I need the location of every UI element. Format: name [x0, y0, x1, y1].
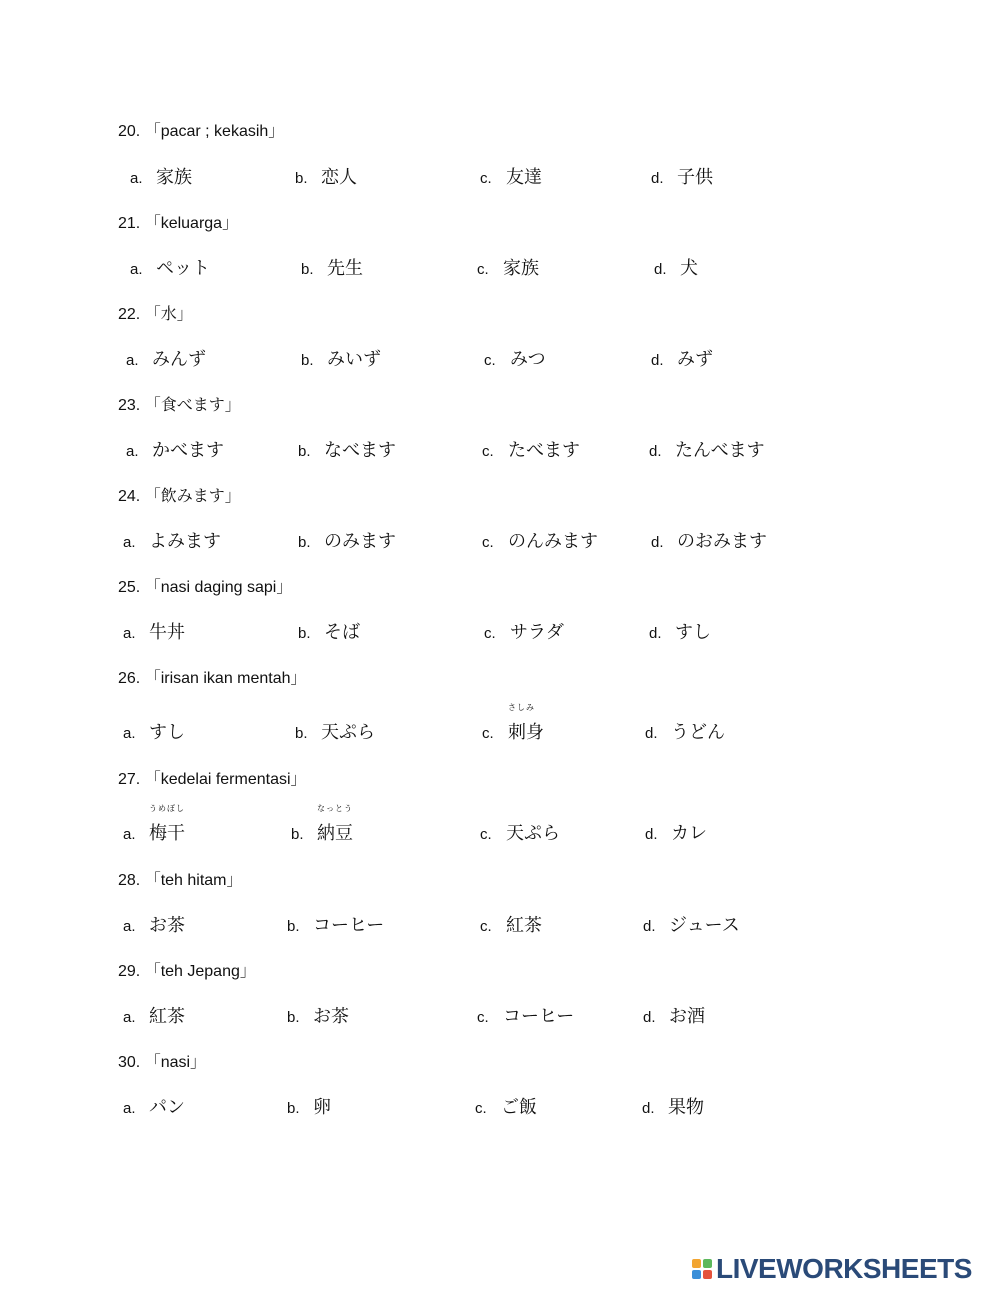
- option-text: たんべます: [675, 440, 765, 461]
- question-25-option-d[interactable]: [649, 622, 711, 645]
- option-letter: a.: [123, 826, 136, 843]
- option-letter: d.: [643, 918, 656, 935]
- question-27-label: 27. 「kedelai fermentasi」: [118, 771, 307, 788]
- option-letter: d.: [649, 625, 662, 642]
- question-25-option-b[interactable]: [298, 622, 360, 645]
- option-letter: c.: [482, 534, 494, 551]
- option-letter: c.: [482, 725, 494, 742]
- option-text: コーヒー: [313, 915, 385, 936]
- question-26-option-c[interactable]: [482, 703, 544, 745]
- option-letter: a.: [123, 625, 136, 642]
- question-20-option-b[interactable]: [295, 167, 357, 190]
- question-25-option-a[interactable]: [123, 622, 185, 645]
- option-letter: b.: [298, 625, 311, 642]
- option-text: みず: [677, 349, 713, 370]
- option-letter: b.: [291, 826, 304, 843]
- question-29-option-d[interactable]: [643, 1006, 705, 1029]
- furigana: うめぼし: [149, 804, 185, 813]
- question-26-option-d[interactable]: [645, 722, 725, 745]
- option-text: サラダ: [510, 622, 564, 643]
- option-letter: b.: [298, 443, 311, 460]
- question-30-option-d[interactable]: [642, 1097, 704, 1120]
- option-letter: a.: [126, 443, 139, 460]
- option-letter: a.: [126, 352, 139, 369]
- question-30-label: 30. 「nasi」: [118, 1054, 207, 1071]
- option-text: のおみます: [677, 531, 767, 552]
- option-letter: a.: [130, 261, 143, 278]
- option-letter: b.: [287, 1100, 300, 1117]
- option-letter: c.: [480, 918, 492, 935]
- option-letter: a.: [123, 1009, 136, 1026]
- question-29-option-a[interactable]: [123, 1006, 185, 1029]
- question-22-option-c[interactable]: [484, 349, 546, 372]
- option-text: 子供: [677, 167, 713, 188]
- question-22-label: 22. 「水」: [118, 306, 193, 323]
- option-text: ペット: [156, 258, 210, 279]
- question-23-label: 23. 「食べます」: [118, 397, 241, 414]
- option-text: 紅茶: [149, 1006, 185, 1027]
- option-letter: c.: [480, 170, 492, 187]
- option-letter: c.: [475, 1100, 487, 1117]
- option-text: 恋人: [321, 167, 357, 188]
- option-text: 天ぷら: [506, 823, 560, 844]
- option-text: のんみます: [508, 531, 598, 552]
- option-text: パン: [149, 1097, 185, 1118]
- option-letter: d.: [645, 826, 658, 843]
- option-text: かべます: [152, 440, 224, 461]
- question-27-option-a[interactable]: [123, 804, 185, 846]
- question-20-option-d[interactable]: [651, 167, 713, 190]
- question-22-option-a[interactable]: [126, 349, 206, 372]
- option-letter: c.: [477, 261, 489, 278]
- option-letter: a.: [130, 170, 143, 187]
- question-30-option-a[interactable]: [123, 1097, 185, 1120]
- question-24-option-b[interactable]: [298, 531, 396, 554]
- question-20-option-a[interactable]: [130, 167, 192, 190]
- option-letter: c.: [477, 1009, 489, 1026]
- question-23-option-b[interactable]: [298, 440, 396, 463]
- option-text: 天ぷら: [321, 722, 375, 743]
- option-text: のみます: [324, 531, 396, 552]
- option-letter: d.: [645, 725, 658, 742]
- option-letter: d.: [643, 1009, 656, 1026]
- question-28-option-a[interactable]: [123, 915, 185, 938]
- question-20-option-c[interactable]: [480, 167, 542, 190]
- question-27-option-d[interactable]: [645, 823, 707, 846]
- option-text: 卵: [313, 1097, 331, 1118]
- option-letter: b.: [295, 725, 308, 742]
- logo-mark-square: [703, 1259, 712, 1268]
- option-letter: a.: [123, 918, 136, 935]
- option-text: お酒: [669, 1006, 705, 1027]
- option-text: みいず: [327, 349, 381, 370]
- option-text: うどん: [671, 722, 725, 743]
- question-24-option-a[interactable]: [123, 531, 221, 554]
- option-letter: d.: [642, 1100, 655, 1117]
- question-28-label: 28. 「teh hitam」: [118, 872, 243, 889]
- option-text: お茶: [149, 915, 185, 936]
- question-26-label: 26. 「irisan ikan mentah」: [118, 670, 307, 687]
- question-27-option-b[interactable]: [291, 804, 353, 846]
- question-25-label: 25. 「nasi daging sapi」: [118, 579, 293, 596]
- option-text: 果物: [668, 1097, 704, 1118]
- option-text: 犬: [680, 258, 698, 279]
- option-letter: a.: [123, 534, 136, 551]
- logo-mark-icon: [692, 1259, 712, 1279]
- option-letter: d.: [651, 534, 664, 551]
- option-letter: b.: [301, 352, 314, 369]
- question-28-option-d[interactable]: [643, 915, 740, 938]
- option-letter: b.: [295, 170, 308, 187]
- option-text: みつ: [510, 349, 546, 370]
- option-text: [149, 804, 185, 845]
- option-text: お茶: [313, 1006, 349, 1027]
- option-text: [317, 804, 353, 845]
- question-28-option-c[interactable]: [480, 915, 542, 938]
- furigana: なっとう: [317, 804, 353, 813]
- option-letter: b.: [301, 261, 314, 278]
- option-text: 紅茶: [506, 915, 542, 936]
- option-text: コーヒー: [503, 1006, 575, 1027]
- option-text: そば: [324, 622, 360, 643]
- question-21-label: 21. 「keluarga」: [118, 215, 239, 232]
- furigana: さしみ: [508, 703, 535, 712]
- question-29-option-c[interactable]: [477, 1006, 574, 1029]
- question-22-option-d[interactable]: [651, 349, 713, 372]
- question-25-option-c[interactable]: [484, 622, 564, 645]
- option-letter: c.: [482, 443, 494, 460]
- option-letter: d.: [651, 170, 664, 187]
- question-24-option-d[interactable]: [651, 531, 767, 554]
- question-21-option-c[interactable]: [477, 258, 539, 281]
- option-letter: a.: [123, 1100, 136, 1117]
- option-text: たべます: [508, 440, 580, 461]
- option-text: よみます: [149, 531, 221, 552]
- logo-mark-square: [692, 1270, 701, 1279]
- option-letter: b.: [287, 918, 300, 935]
- question-29-label: 29. 「teh Jepang」: [118, 963, 256, 980]
- option-text: 友達: [506, 167, 542, 188]
- option-letter: b.: [287, 1009, 300, 1026]
- question-26-option-a[interactable]: [123, 722, 185, 745]
- question-22-option-b[interactable]: [301, 349, 381, 372]
- logo-mark-square: [703, 1270, 712, 1279]
- option-kanji: 刺身: [508, 722, 544, 743]
- option-text: 家族: [156, 167, 192, 188]
- question-29-option-b[interactable]: [287, 1006, 349, 1029]
- option-text: 先生: [327, 258, 363, 279]
- question-21-option-d[interactable]: [654, 258, 698, 281]
- liveworksheets-logo: [692, 1254, 972, 1284]
- logo-text: LIVEWORKSHEETS: [716, 1253, 972, 1284]
- option-letter: d.: [649, 443, 662, 460]
- option-text: ジュース: [669, 915, 740, 936]
- option-letter: d.: [654, 261, 667, 278]
- question-23-option-d[interactable]: [649, 440, 765, 463]
- option-text: なべます: [324, 440, 396, 461]
- option-text: 家族: [503, 258, 539, 279]
- option-text: みんず: [152, 349, 206, 370]
- question-23-option-c[interactable]: [482, 440, 580, 463]
- option-text: カレ: [671, 823, 707, 844]
- option-text: 牛丼: [149, 622, 185, 643]
- question-24-option-c[interactable]: [482, 531, 598, 554]
- question-23-option-a[interactable]: [126, 440, 224, 463]
- option-text: ご飯: [501, 1097, 537, 1118]
- question-20-label: 20. 「pacar ; kekasih」: [118, 123, 285, 140]
- option-text: すし: [675, 622, 711, 643]
- option-letter: b.: [298, 534, 311, 551]
- option-kanji: 梅干: [149, 823, 185, 844]
- question-30-option-b[interactable]: [287, 1097, 331, 1120]
- option-letter: c.: [484, 352, 496, 369]
- option-letter: a.: [123, 725, 136, 742]
- option-letter: d.: [651, 352, 664, 369]
- option-letter: c.: [480, 826, 492, 843]
- question-21-option-b[interactable]: [301, 258, 363, 281]
- option-letter: c.: [484, 625, 496, 642]
- question-30-option-c[interactable]: [475, 1097, 537, 1120]
- question-21-option-a[interactable]: [130, 258, 210, 281]
- question-27-option-c[interactable]: [480, 823, 560, 846]
- question-24-label: 24. 「飲みます」: [118, 488, 241, 505]
- option-text: すし: [149, 722, 185, 743]
- question-28-option-b[interactable]: [287, 915, 384, 938]
- option-text: [508, 703, 544, 744]
- logo-mark-square: [692, 1259, 701, 1268]
- question-26-option-b[interactable]: [295, 722, 375, 745]
- option-kanji: 納豆: [317, 823, 353, 844]
